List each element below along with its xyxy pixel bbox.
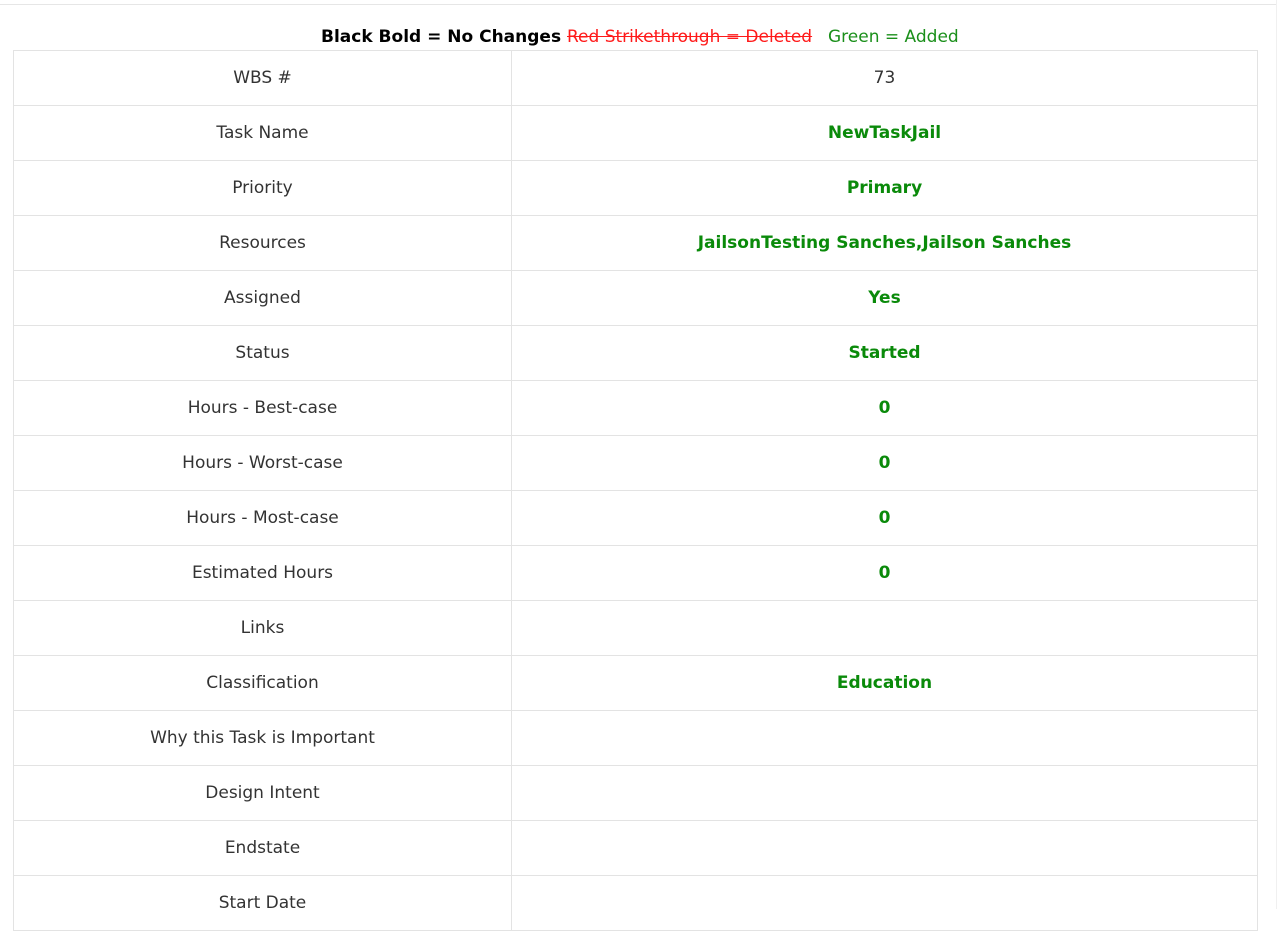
field-label: Links bbox=[14, 601, 512, 656]
field-label: Estimated Hours bbox=[14, 546, 512, 601]
field-label: Design Intent bbox=[14, 766, 512, 821]
table-row bbox=[14, 876, 1258, 931]
field-label: Hours - Most-case bbox=[14, 491, 512, 546]
field-value bbox=[512, 821, 1258, 876]
table-row bbox=[14, 711, 1258, 766]
field-label: Hours - Worst-case bbox=[14, 436, 512, 491]
table-row bbox=[14, 821, 1258, 876]
table-row bbox=[14, 766, 1258, 821]
table-row bbox=[14, 491, 1258, 546]
field-value: Primary bbox=[512, 161, 1258, 216]
field-value bbox=[512, 876, 1258, 931]
diff-legend bbox=[0, 25, 1277, 49]
task-diff-table bbox=[13, 50, 1258, 931]
field-label: Endstate bbox=[14, 821, 512, 876]
field-value: 0 bbox=[512, 436, 1258, 491]
field-value: JailsonTesting Sanches,Jailson Sanches bbox=[512, 216, 1258, 271]
table-row bbox=[14, 656, 1258, 711]
table-row bbox=[14, 216, 1258, 271]
legend-deleted: Red Strikethrough = Deleted bbox=[567, 27, 813, 47]
table-row bbox=[14, 271, 1258, 326]
field-label: Start Date bbox=[14, 876, 512, 931]
field-value bbox=[512, 711, 1258, 766]
table-row bbox=[14, 326, 1258, 381]
table-row bbox=[14, 161, 1258, 216]
field-value: 0 bbox=[512, 546, 1258, 601]
field-value: Education bbox=[512, 656, 1258, 711]
field-label: Assigned bbox=[14, 271, 512, 326]
table-row bbox=[14, 601, 1258, 656]
field-label: Resources bbox=[14, 216, 512, 271]
field-value: 73 bbox=[512, 51, 1258, 106]
field-label: Hours - Best-case bbox=[14, 381, 512, 436]
legend-added: Green = Added bbox=[828, 27, 959, 47]
field-label: Task Name bbox=[14, 106, 512, 161]
field-value bbox=[512, 766, 1258, 821]
table-row bbox=[14, 546, 1258, 601]
table-row bbox=[14, 106, 1258, 161]
field-label: Priority bbox=[14, 161, 512, 216]
legend-no-changes: Black Bold = No Changes bbox=[321, 27, 562, 47]
field-label: WBS # bbox=[14, 51, 512, 106]
field-label: Status bbox=[14, 326, 512, 381]
field-value: NewTaskJail bbox=[512, 106, 1258, 161]
field-value bbox=[512, 601, 1258, 656]
field-label: Classification bbox=[14, 656, 512, 711]
table-row bbox=[14, 436, 1258, 491]
top-divider bbox=[0, 4, 1277, 5]
field-value: 0 bbox=[512, 491, 1258, 546]
field-value: 0 bbox=[512, 381, 1258, 436]
field-value: Started bbox=[512, 326, 1258, 381]
field-value: Yes bbox=[512, 271, 1258, 326]
field-label: Why this Task is Important bbox=[14, 711, 512, 766]
table-row bbox=[14, 51, 1258, 106]
task-diff-table-body bbox=[14, 51, 1258, 931]
table-row bbox=[14, 381, 1258, 436]
